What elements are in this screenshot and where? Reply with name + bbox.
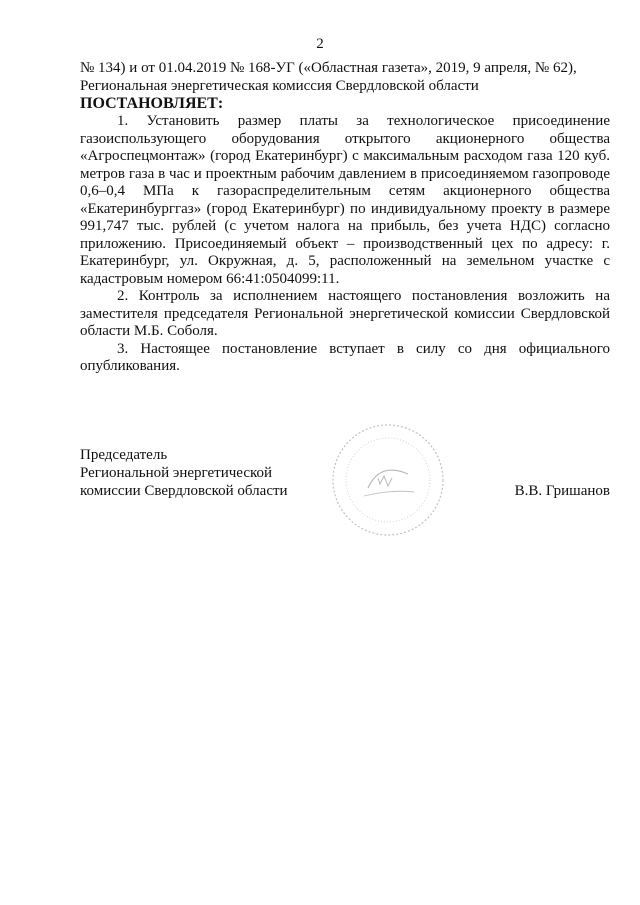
document-body xyxy=(80,60,610,376)
signer-name: В.В. Гришанов xyxy=(514,483,610,499)
intro-line-1: № 134) и от 01.04.2019 № 168-УГ («Областная газета», 2019, 9 апреля, № 62), xyxy=(80,60,577,76)
item-2: 2. Контроль за исполнением настоящего постановления возложить на заместителя председателя Региональной энергетической комиссии Свердловской области М.Б. Соболя. xyxy=(80,288,610,339)
official-stamp-icon xyxy=(328,420,448,540)
signature-title-block xyxy=(80,446,288,500)
item-1: 1. Установить размер платы за технологическое присоединение газоиспользующего оборудования открытого акционерного общества «Агроспецмонтаж» (город Екатеринбург) с максимальным расходом газа 120 куб. метров газа в час и проектным рабочим давлением в присоединяемом газопроводе 0,6–0,4 МПа к газораспределительным сетям акционерного общества «Екатеринбурггаз» (город Екатеринбург) по индивидуальному проекту в размере 991,747 тыс. рублей (с учетом налога на прибыль, без учета НДС) согласно приложению. Присоединяемый объект – производственный цех по адресу: г. Екатеринбург, ул. Окружная, д. 5, расположенный на земельном участке с кадастровым номером 66:41:0504099:11. xyxy=(80,113,610,287)
resolves-heading: ПОСТАНОВЛЯЕТ: xyxy=(80,95,224,112)
signature-title-line-1: Председатель xyxy=(80,447,168,463)
signature-title-line-2: Региональной энергетической xyxy=(80,465,273,481)
signature-title-line-3: комиссии Свердловской области xyxy=(80,483,288,499)
item-3: 3. Настоящее постановление вступает в силу со дня официального опубликования. xyxy=(80,340,610,374)
intro-line-2: Региональная энергетическая комиссия Свердловской области xyxy=(80,77,479,94)
page-number: 2 xyxy=(316,36,324,52)
